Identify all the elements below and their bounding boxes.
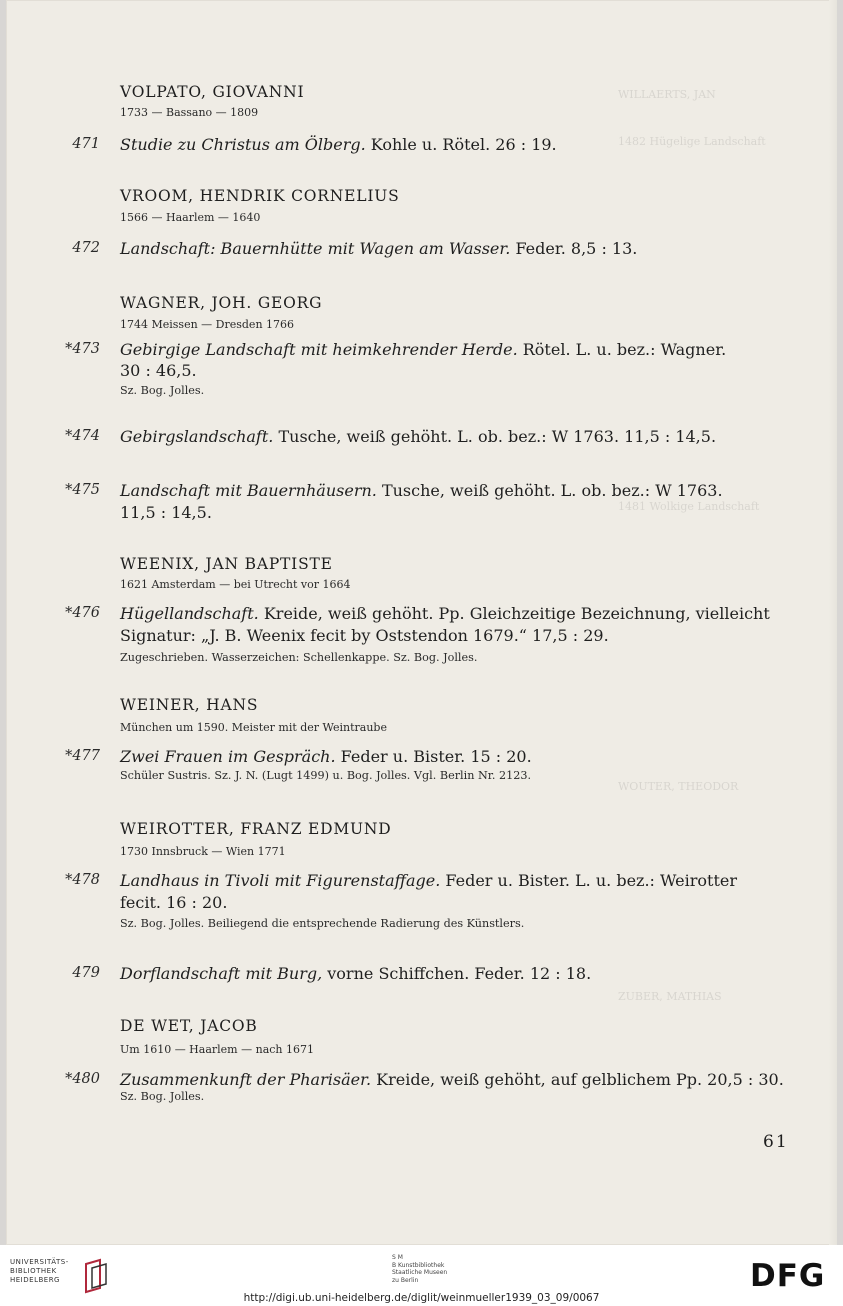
- lot-number: *473: [65, 341, 100, 357]
- artist-name: WEINER, HANS: [120, 696, 259, 714]
- lot-number: *480: [65, 1071, 100, 1087]
- artist-name: DE WET, JACOB: [120, 1017, 258, 1035]
- artist-dates: 1566 — Haarlem — 1640: [120, 211, 261, 224]
- artist-dates: München um 1590. Meister mit der Weintraube: [120, 721, 387, 734]
- lot-continuation: fecit. 16 : 20.: [120, 893, 228, 912]
- lot-title: Gebirgslandschaft.: [120, 427, 274, 446]
- lot-note: Sz. Bog. Jolles.: [120, 1090, 205, 1103]
- university-seal-icon: [82, 1258, 112, 1294]
- lot-number: 471: [72, 136, 100, 152]
- lot-number: *477: [65, 748, 100, 764]
- show-through-text: WILLAERTS, JAN: [618, 88, 716, 101]
- lot-title: Gebirgige Landschaft mit heimkehrender Herde.: [120, 340, 518, 359]
- lot-continuation: 30 : 46,5.: [120, 361, 197, 380]
- lot-continuation: Signatur: „J. B. Weenix fecit by Oststendon 1679.“ 17,5 : 29.: [120, 626, 609, 645]
- lot-details: Feder u. Bister. 15 : 20.: [335, 747, 532, 766]
- lot-details: Kreide, weiß gehöht, auf gelblichem Pp. 20,5 : 30.: [371, 1070, 784, 1089]
- show-through-text: 1482 Hügelige Landschaft: [618, 135, 766, 148]
- permalink-url[interactable]: http://digi.ub.uni-heidelberg.de/diglit/weinmueller1939_03_09/0067: [243, 1292, 600, 1304]
- lot-note: Sz. Bog. Jolles.: [120, 384, 205, 397]
- lot-description: [120, 964, 796, 983]
- lot-details: vorne Schiffchen. Feder. 12 : 18.: [322, 964, 592, 983]
- lot-details: Kreide, weiß gehöht. Pp. Gleichzeitige Bezeichnung, vielleicht: [258, 604, 770, 623]
- lot-description: [120, 135, 796, 154]
- artist-name: WEENIX, JAN BAPTISTE: [120, 555, 333, 573]
- lot-note: Zugeschrieben. Wasserzeichen: Schellenkappe. Sz. Bog. Jolles.: [120, 651, 478, 664]
- artist-name: WAGNER, JOH. GEORG: [120, 294, 323, 312]
- university-library-name: [10, 1258, 69, 1285]
- lot-note: Schüler Sustris. Sz. J. N. (Lugt 1499) u. Bog. Jolles. Vgl. Berlin Nr. 2123.: [120, 769, 532, 782]
- lot-description: [120, 481, 796, 500]
- lot-description: [120, 871, 796, 890]
- dfg-logo[interactable]: DFG: [750, 1258, 826, 1294]
- lot-details: Feder. 8,5 : 13.: [510, 239, 638, 258]
- digitization-footer: [0, 1245, 843, 1306]
- lot-title: Zusammenkunft der Pharisäer.: [120, 1070, 372, 1089]
- lot-details: Feder u. Bister. L. u. bez.: Weirotter: [440, 871, 738, 890]
- lot-details: Rötel. L. u. bez.: Wagner.: [517, 340, 727, 359]
- page-number: 61: [763, 1132, 789, 1152]
- artist-dates: 1730 Innsbruck — Wien 1771: [120, 845, 286, 858]
- show-through-text: WOUTER, THEODOR: [618, 780, 739, 793]
- lot-description: [120, 747, 796, 766]
- lot-title: Landschaft: Bauernhütte mit Wagen am Wasser.: [120, 239, 511, 258]
- lot-description: [120, 604, 796, 623]
- lot-details: Tusche, weiß gehöht. L. ob. bez.: W 1763.: [376, 481, 723, 500]
- lot-note: Sz. Bog. Jolles. Beiliegend die entsprechende Radierung des Künstlers.: [120, 917, 525, 930]
- artist-name: WEIROTTER, FRANZ EDMUND: [120, 820, 392, 838]
- lot-description: [120, 427, 796, 446]
- lot-description: [120, 239, 796, 258]
- lot-details: Tusche, weiß gehöht. L. ob. bez.: W 1763. 11,5 : 14,5.: [273, 427, 717, 446]
- lot-title: Landschaft mit Bauernhäusern.: [120, 481, 377, 500]
- lot-number: *478: [65, 872, 100, 888]
- artist-dates: 1744 Meissen — Dresden 1766: [120, 318, 295, 331]
- lot-number: 472: [72, 240, 100, 256]
- logo-line: B Kunstbibliothek: [392, 1261, 445, 1269]
- lot-description: [120, 1070, 796, 1089]
- lot-details: Kohle u. Rötel. 26 : 19.: [365, 135, 557, 154]
- show-through-text: ZUBER, MATHIAS: [618, 990, 722, 1003]
- artist-dates: 1621 Amsterdam — bei Utrecht vor 1664: [120, 578, 351, 591]
- lot-number: *474: [65, 428, 100, 444]
- smb-kunstbibliothek-logo[interactable]: [392, 1254, 447, 1284]
- lot-number: 479: [72, 965, 100, 981]
- lot-title: Dorflandschaft mit Burg,: [120, 964, 323, 983]
- artist-dates: 1733 — Bassano — 1809: [120, 106, 259, 119]
- logo-line: zu Berlin: [392, 1276, 419, 1284]
- lot-title: Zwei Frauen im Gespräch.: [120, 747, 336, 766]
- artist-name: VROOM, HENDRIK CORNELIUS: [120, 187, 400, 205]
- show-through-text: 1481 Wolkige Landschaft: [618, 500, 760, 513]
- logo-line: Staatliche Museen: [392, 1269, 448, 1276]
- artist-dates: Um 1610 — Haarlem — nach 1671: [120, 1043, 314, 1056]
- logo-line: HEIDELBERG: [10, 1276, 60, 1284]
- artist-name: VOLPATO, GIOVANNI: [120, 83, 305, 101]
- logo-line: UNIVERSITÄTS-: [10, 1258, 69, 1266]
- lot-title: Studie zu Christus am Ölberg.: [120, 135, 366, 154]
- lot-number: *476: [65, 605, 100, 621]
- lot-number: *475: [65, 482, 100, 498]
- catalog-page: [6, 0, 837, 1245]
- lot-title: Hügellandschaft.: [120, 604, 259, 623]
- lot-continuation: 11,5 : 14,5.: [120, 503, 212, 522]
- lot-description: [120, 340, 796, 359]
- lot-title: Landhaus in Tivoli mit Figurenstaffage.: [120, 871, 441, 890]
- logo-line: BIBLIOTHEK: [10, 1267, 57, 1275]
- logo-line: S M: [392, 1254, 403, 1261]
